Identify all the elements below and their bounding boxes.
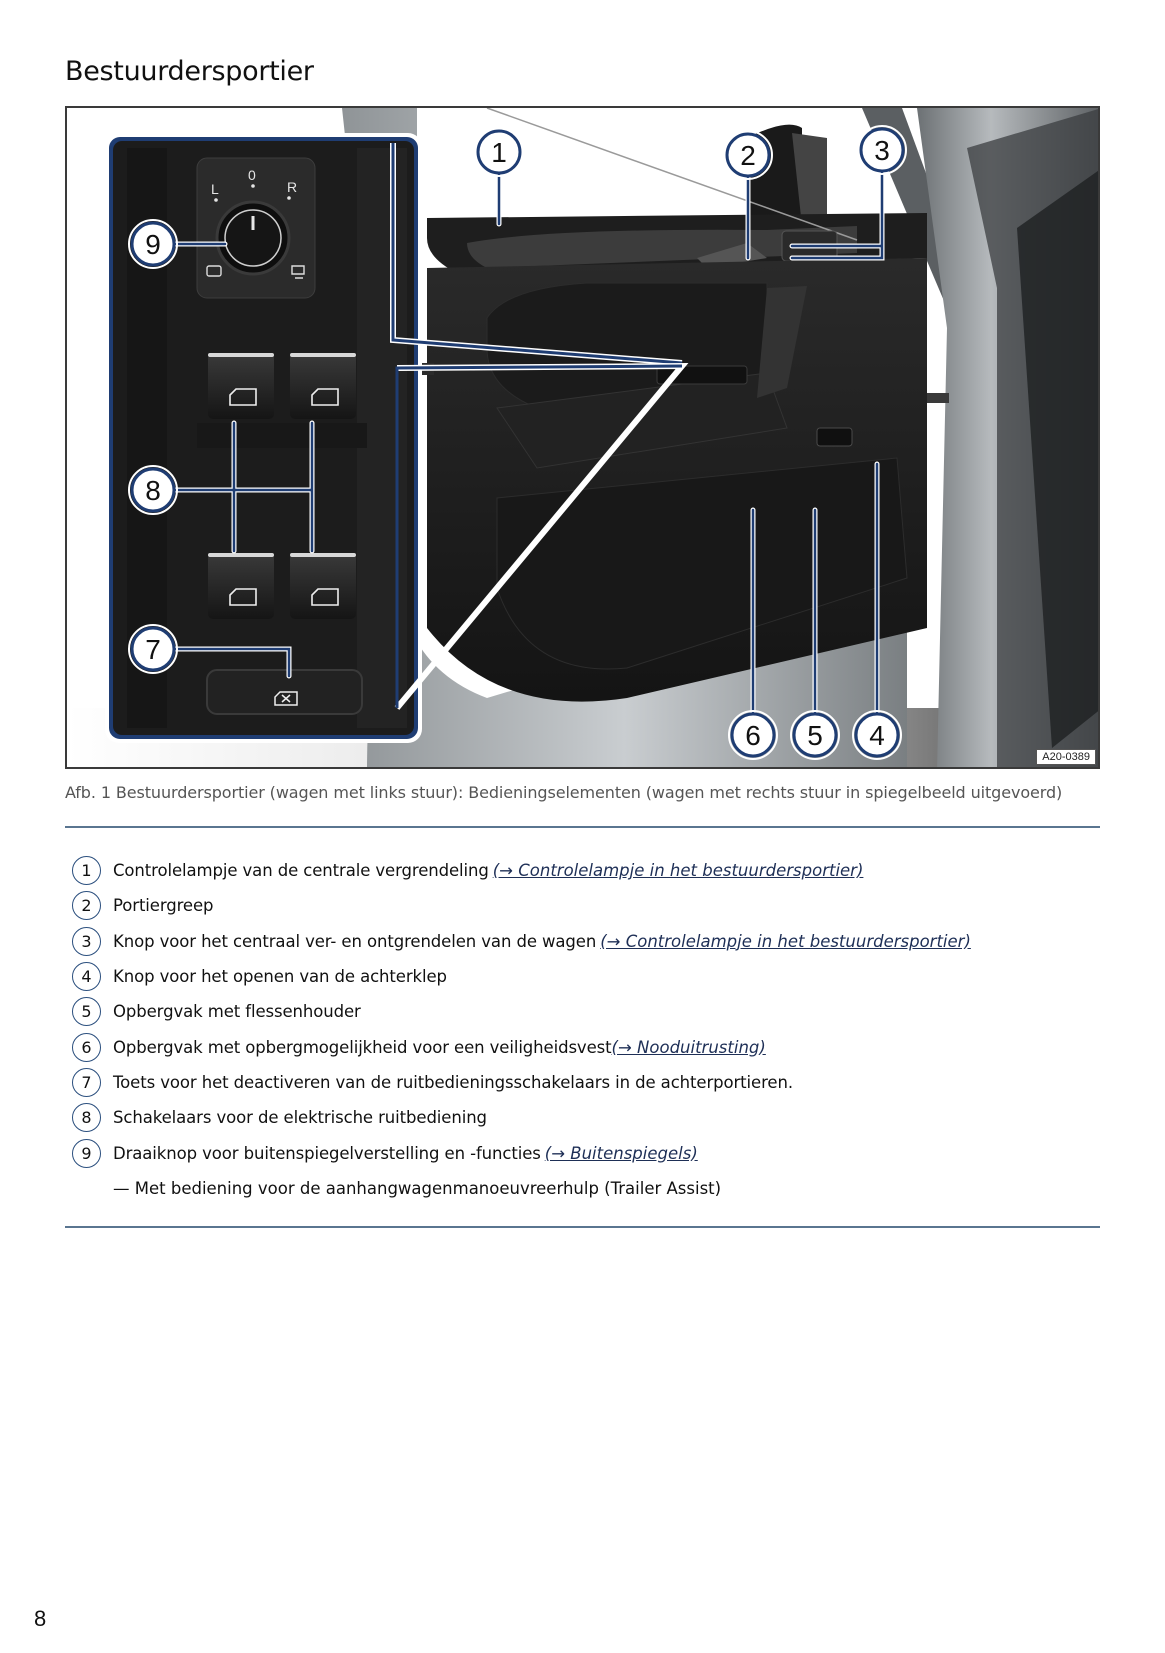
figure-id: A20-0389 xyxy=(1036,749,1096,765)
number-badge: 9 xyxy=(72,1139,101,1168)
svg-text:6: 6 xyxy=(745,720,761,751)
svg-text:1: 1 xyxy=(491,137,507,168)
legend-sub-item: — Met bediening voor de aanhangwagenmanoeuvreerhulp (Trailer Assist) xyxy=(113,1179,722,1199)
svg-text:9: 9 xyxy=(145,229,161,260)
callout-6 xyxy=(729,711,777,759)
callout-5 xyxy=(791,711,839,759)
legend-item: 1 Controlelampje van de centrale vergrendeling (→ Controlelampje in het bestuurdersportier) xyxy=(72,853,1102,888)
number-badge: 1 xyxy=(72,856,101,885)
link-buitenspiegels[interactable]: (→ Buitenspiegels) xyxy=(544,1143,698,1163)
number-badge: 2 xyxy=(72,891,101,920)
link-controlelampje[interactable]: (→ Controlelampje in het bestuurdersportier) xyxy=(600,931,971,951)
number-badge: 7 xyxy=(72,1068,101,1097)
page-number: 8 xyxy=(34,1606,47,1631)
divider-top xyxy=(65,826,1100,828)
legend-list xyxy=(72,853,1102,1207)
link-controlelampje[interactable]: (→ Controlelampje in het bestuurdersportier) xyxy=(492,861,864,881)
number-badge: 3 xyxy=(72,927,101,956)
svg-text:3: 3 xyxy=(874,135,890,166)
page-title: Bestuurdersportier xyxy=(65,56,314,87)
callout-1 xyxy=(475,128,523,176)
legend-item: 5 Opbergvak met flessenhouder xyxy=(72,994,1102,1029)
svg-text:L: L xyxy=(211,181,219,197)
callout-9 xyxy=(129,220,177,268)
number-badge: 4 xyxy=(72,962,101,991)
legend-item: 6 Opbergvak met opbergmogelijkheid voor een veiligheidsvest (→ Nooduitrusting) xyxy=(72,1029,1102,1064)
legend-item: 9 Draaiknop voor buitenspiegelverstelling en -functies (→ Buitenspiegels) xyxy=(72,1135,1102,1170)
callout-3 xyxy=(858,126,906,174)
svg-text:2: 2 xyxy=(740,140,756,171)
legend-item: 4 Knop voor het openen van de achterklep xyxy=(72,959,1102,994)
svg-text:5: 5 xyxy=(807,720,823,751)
svg-text:4: 4 xyxy=(869,720,885,751)
legend-item: 3 Knop voor het centraal ver- en ontgrendelen van de wagen (→ Controlelampje in het bestuurdersportier) xyxy=(72,924,1102,959)
svg-text:8: 8 xyxy=(145,475,161,506)
door-illustration xyxy=(67,108,1100,769)
number-badge: 6 xyxy=(72,1033,101,1062)
callout-2 xyxy=(724,131,772,179)
legend-item: 7 Toets voor het deactiveren van de ruitbedieningsschakelaars in de achterportieren. xyxy=(72,1065,1102,1100)
number-badge: 8 xyxy=(72,1103,101,1132)
callout-8 xyxy=(129,466,177,514)
door-figure xyxy=(65,106,1100,769)
legend-item: 8 Schakelaars voor de elektrische ruitbediening xyxy=(72,1100,1102,1135)
figure-caption: Afb. 1 Bestuurdersportier (wagen met links stuur): Bedieningselementen (wagen met rechts stuur in spiegelbeeld uitgevoerd) xyxy=(65,783,1063,802)
svg-text:R: R xyxy=(287,179,298,195)
callout-7 xyxy=(129,625,177,673)
divider-bottom xyxy=(65,1226,1100,1228)
svg-text:0: 0 xyxy=(248,167,256,183)
link-nooduitrusting[interactable]: (→ Nooduitrusting) xyxy=(611,1037,766,1057)
callout-4 xyxy=(853,711,901,759)
number-badge: 5 xyxy=(72,997,101,1026)
svg-text:7: 7 xyxy=(145,634,161,665)
legend-item: 2 Portiergreep xyxy=(72,888,1102,923)
